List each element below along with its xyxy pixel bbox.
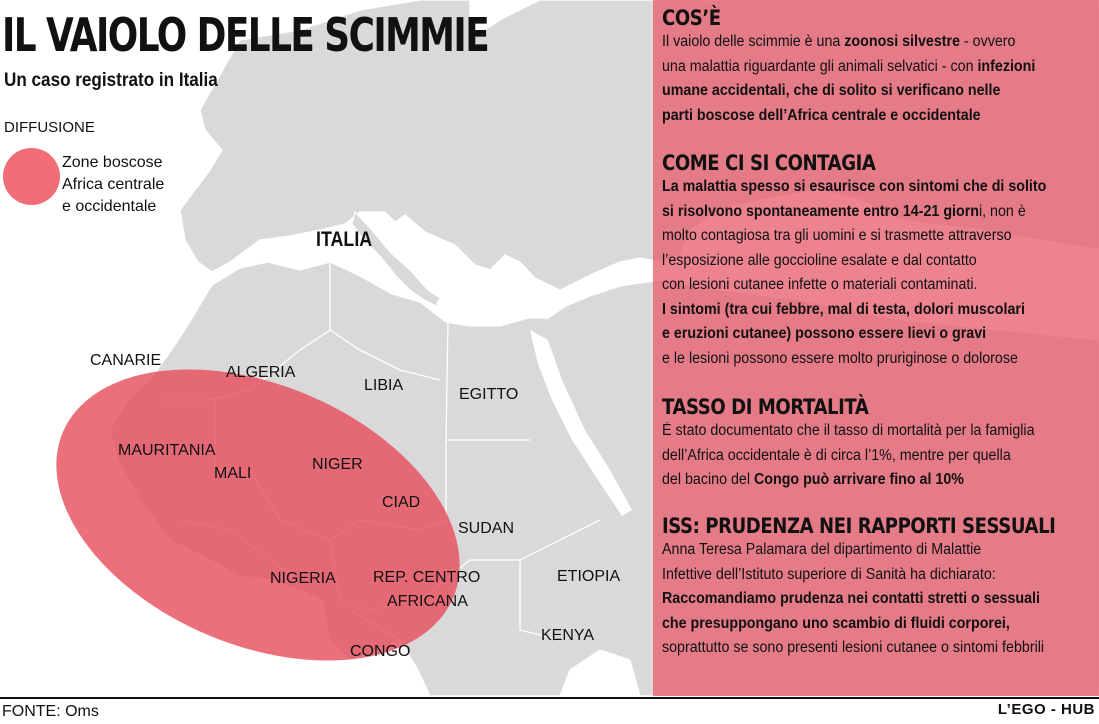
section-mortalita <box>662 395 1067 493</box>
page-subtitle: Un caso registrato in Italia <box>4 70 218 91</box>
label-rep-centro: REP. CENTRO <box>373 569 481 586</box>
label-canarie: CANARIE <box>90 352 162 369</box>
label-egitto: EGITTO <box>459 386 519 403</box>
legend-swatch <box>3 148 60 205</box>
section-text-line <box>662 249 1046 274</box>
label-algeria: ALGERIA <box>226 364 296 381</box>
text-run: molto contagiosa tra gli uomini e si trasmette attraverso <box>662 227 1012 244</box>
section-text-line <box>662 587 1083 612</box>
label-kenya: KENYA <box>541 627 595 644</box>
text-run: zoonosi silvestre <box>844 33 961 50</box>
text-run: umane accidentali, che di solito si verificano nelle <box>662 82 1001 99</box>
text-run: del bacino del <box>662 471 754 488</box>
text-run: si risolvono spontaneamente entro 14-21 giorn <box>662 202 979 220</box>
section-text-line <box>662 612 1083 637</box>
brand-logo: L’EGO - HUB <box>997 701 1095 718</box>
section-text-line <box>662 200 1046 225</box>
text-run: Infettive dell’Istituto superiore di Sanità ha dichiarato: <box>662 565 996 583</box>
text-run: infezioni <box>977 57 1036 75</box>
legend-line: Zone boscose <box>62 154 163 171</box>
source-note: FONTE: Oms <box>2 703 99 720</box>
section-text-line <box>662 55 1035 80</box>
text-run: l’esposizione alle goccioline esalate e dal contatto <box>662 251 977 269</box>
section-text-line <box>662 30 1035 55</box>
section-heading: TASSO DI MORTALITÀ <box>662 395 869 419</box>
legend-line: Africa centrale <box>62 176 165 193</box>
section-text-line <box>662 298 1046 323</box>
text-run: - ovvero <box>960 33 1016 50</box>
section-text-line <box>662 104 1035 129</box>
label-italia: ITALIA <box>316 228 373 251</box>
legend-label <box>62 152 202 218</box>
text-run: soprattutto se sono presenti lesioni cutanee o sintomi febbrili <box>662 639 1045 656</box>
page-title: IL VAIOLO DELLE SCIMMIE <box>2 8 489 62</box>
text-run: Raccomandiamo prudenza nei contatti stretti o sessuali <box>662 590 1040 607</box>
section-cos-e <box>662 6 1068 128</box>
section-text-line <box>662 347 1046 372</box>
section-iss <box>662 514 1099 661</box>
section-text-line <box>662 468 1035 493</box>
section-heading: COS’È <box>662 6 721 30</box>
section-text-line <box>662 444 1035 469</box>
section-text-line <box>662 636 1083 661</box>
label-sudan: SUDAN <box>458 520 515 537</box>
section-text-line <box>662 79 1035 104</box>
text-run: È stato documentato che il tasso di mortalità per la famiglia <box>662 422 1035 439</box>
legend-title: DIFFUSIONE <box>4 119 95 136</box>
section-text-line <box>662 224 1046 249</box>
section-text-line <box>662 563 1083 588</box>
label-etiopia: ETIOPIA <box>557 568 621 585</box>
section-text-line <box>662 175 1046 200</box>
label-mali: MALI <box>214 465 252 482</box>
text-run: e eruzioni cutanee) possono essere lievi o gravi <box>662 325 987 342</box>
section-heading: ISS: PRUDENZA NEI RAPPORTI SESSUALI <box>662 514 1056 538</box>
text-run: una malattia riguardante gli animali selvatici - con <box>662 57 978 75</box>
text-run: parti boscose dell’Africa centrale e occidentale <box>662 106 981 124</box>
text-run: e le lesioni possono essere molto pruriginose o dolorose <box>662 349 1018 367</box>
text-run: I sintomi (tra cui febbre, mal di testa, dolori muscolari <box>662 300 1025 318</box>
label-africana: AFRICANA <box>387 593 468 610</box>
text-run: dell’Africa occidentale è di circa l’1%, mentre per quella <box>662 446 1011 464</box>
section-text-line <box>662 538 1083 563</box>
text-run: Anna Teresa Palamara del dipartimento di Malattie <box>662 541 982 558</box>
label-mauritania: MAURITANIA <box>118 442 216 459</box>
section-text-line <box>662 322 1046 347</box>
section-text-line <box>662 419 1035 444</box>
text-run: i, non è <box>978 202 1026 220</box>
label-niger: NIGER <box>312 456 363 473</box>
text-run: Congo può arrivare fino al 10% <box>753 471 964 488</box>
text-run: con lesioni cutanee infette o materiali contaminati. <box>662 276 978 293</box>
label-libia: LIBIA <box>364 377 404 394</box>
text-run: che presuppongano uno scambio di fluidi corporei, <box>662 614 1010 632</box>
section-heading: COME CI SI CONTAGIA <box>662 151 876 175</box>
text-run: La malattia spesso si esaurisce con sintomi che di solito <box>662 178 1047 195</box>
label-ciad: CIAD <box>382 494 421 511</box>
label-nigeria: NIGERIA <box>270 570 336 587</box>
legend-line: e occidentale <box>62 198 157 215</box>
label-congo: CONGO <box>350 643 411 660</box>
text-run: Il vaiolo delle scimmie è una <box>662 33 845 50</box>
section-text-line <box>662 273 1046 298</box>
section-contagio <box>662 151 1080 371</box>
footer-divider <box>0 697 1099 699</box>
